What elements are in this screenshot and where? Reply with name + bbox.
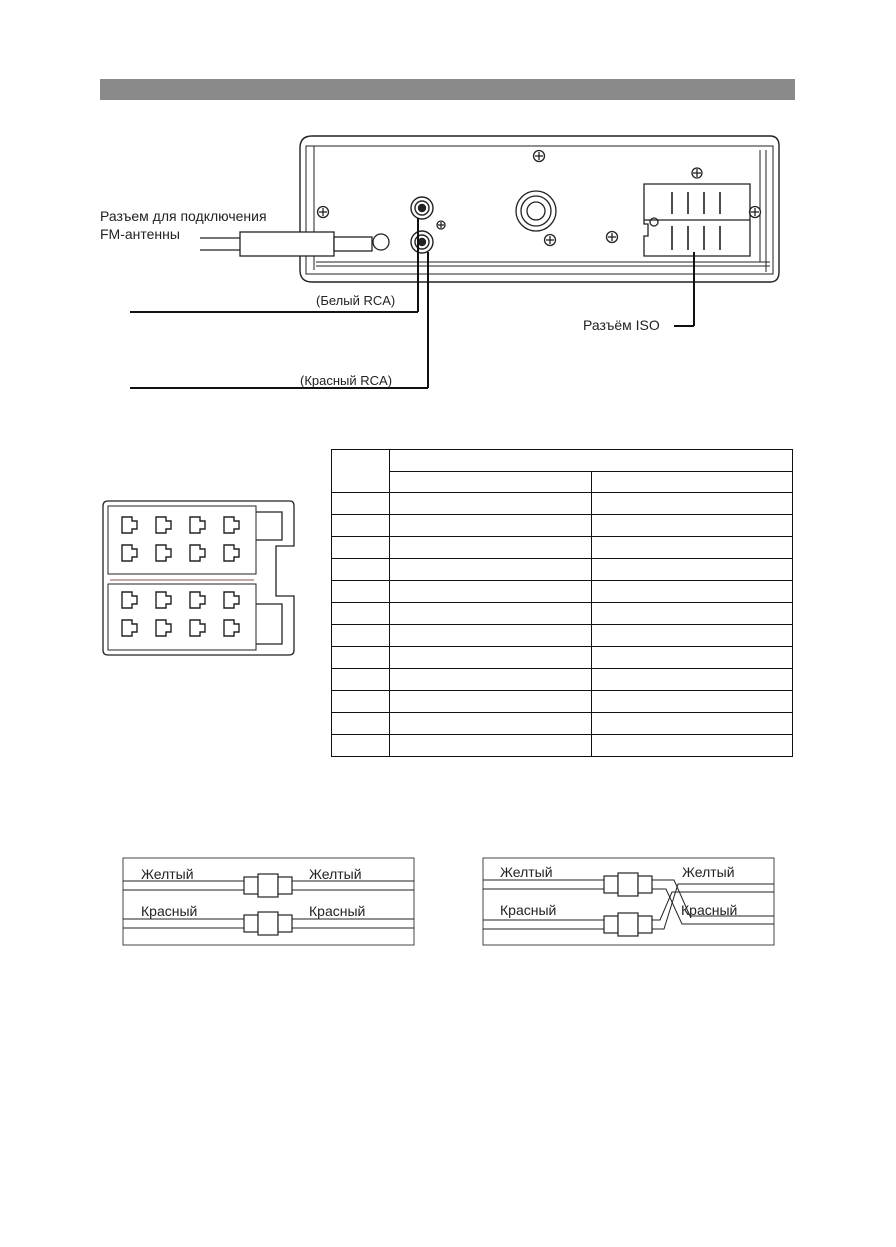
fm-antenna-label-line1: Разъем для подключения — [100, 208, 267, 224]
wiring-right-top-left-label: Желтый — [500, 864, 553, 880]
wiring-left-bottom-right-label: Красный — [309, 903, 366, 919]
fm-antenna-label-line2: FM-антенны — [100, 226, 180, 242]
wiring-right-bottom-left-label: Красный — [500, 902, 557, 918]
wiring-right-bottom-right-label: Красный — [681, 902, 738, 918]
rca-coupler-icon — [604, 873, 652, 936]
wiring-left-top-right-label: Желтый — [309, 866, 362, 882]
iso-connector-label: Разъём ISO — [583, 317, 660, 333]
wiring-right-top-right-label: Желтый — [682, 864, 735, 880]
wiring-left-top-left-label: Желтый — [141, 866, 194, 882]
red-rca-label: (Красный RCA) — [300, 373, 393, 388]
wiring-left-bottom-left-label: Красный — [141, 903, 198, 919]
white-rca-label: (Белый RCA) — [316, 293, 396, 308]
rca-coupler-icon — [244, 874, 292, 935]
